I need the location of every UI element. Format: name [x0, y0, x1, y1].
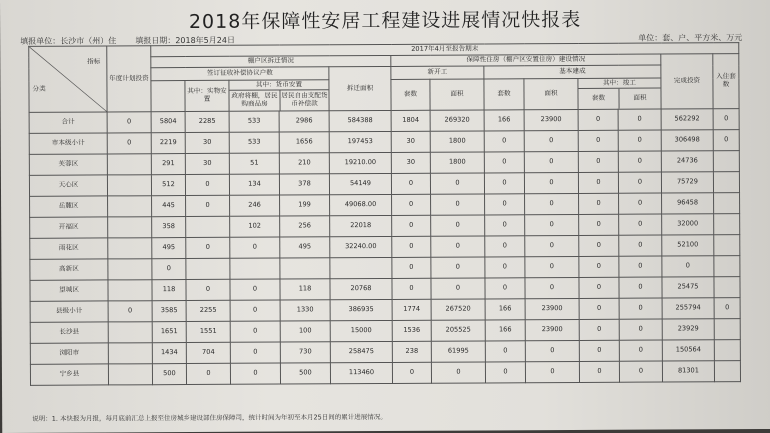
- cell-signed: 1434: [152, 343, 186, 364]
- cell-c-sets: 0: [579, 256, 619, 277]
- cell-ns-sets: 238: [392, 341, 431, 362]
- cell-gov: 0: [230, 279, 280, 300]
- cell-kind: [186, 216, 230, 237]
- cell-ns-area: 0: [431, 194, 485, 215]
- cell-demo: 584388: [329, 110, 391, 131]
- cell-c-area: 0: [619, 214, 662, 235]
- cell-name: 长沙县: [30, 322, 108, 343]
- cell-ns-sets: 0: [392, 236, 431, 257]
- cell-invest: 25475: [662, 277, 714, 298]
- cell-name: 岳麓区: [30, 196, 108, 217]
- cell-ns-area: 0: [431, 278, 485, 299]
- cell-name: 高新区: [30, 259, 108, 280]
- cell-invest: 52100: [662, 235, 714, 256]
- cell-ns-area: 0: [431, 215, 485, 236]
- cell-ns-sets: 0: [392, 278, 431, 299]
- cell-name: 开福区: [30, 217, 108, 238]
- cell-c-sets: 0: [578, 130, 618, 151]
- header-annual-plan: 年度计划投资: [107, 46, 151, 112]
- header-completed-area: 面积: [633, 93, 647, 102]
- cell-bb-sets: 0: [484, 173, 524, 194]
- cell-self: 100: [280, 321, 330, 342]
- header-bb-area: 面积: [524, 78, 578, 109]
- cell-self: 378: [279, 174, 329, 195]
- cell-ns-area: 269320: [430, 110, 484, 131]
- cell-c-sets: 0: [579, 235, 619, 256]
- header-completed: 其中：竣工: [578, 79, 660, 89]
- header-completed-sets: 套数: [578, 89, 619, 109]
- cell-plan: [108, 217, 152, 238]
- cell-c-sets: 0: [578, 151, 618, 172]
- cell-invest: 23929: [662, 319, 714, 340]
- corner-label-indicator: 指标: [87, 57, 101, 66]
- cell-self: 730: [280, 342, 330, 363]
- report-title: 2018年保障性安居工程建设进展情况快报表: [188, 8, 582, 34]
- header-self-purchase: 居民自由支配货币补偿款: [281, 91, 328, 108]
- cell-bb-area: 0: [524, 172, 578, 193]
- cell-gov: 134: [229, 174, 279, 195]
- cell-signed: 1651: [152, 322, 186, 343]
- cell-bb-sets: 0: [485, 278, 525, 299]
- cell-c-area: 0: [618, 172, 661, 193]
- header-new-start: 新开工: [391, 66, 484, 79]
- cell-self: 199: [280, 195, 330, 216]
- cell-c-area: 0: [619, 361, 662, 382]
- cell-plan: 0: [107, 112, 151, 133]
- cell-signed: 445: [152, 196, 186, 217]
- header-gov-purchase: 政府将棚，居民购商品房: [229, 91, 280, 111]
- cell-ns-sets: 0: [392, 194, 431, 215]
- cell-gov: 533: [229, 132, 279, 153]
- cell-moved: [714, 193, 740, 214]
- header-housing: 保障性住房（棚户区安置住房）建设情况: [391, 54, 661, 66]
- cell-c-sets: 0: [578, 109, 618, 130]
- header-signed: 签订征收补偿协议户数: [151, 67, 329, 81]
- cell-invest: 96458: [662, 193, 714, 214]
- cell-invest: 32000: [662, 214, 714, 235]
- cell-self: 210: [279, 153, 329, 174]
- header-cash-group: [229, 80, 329, 112]
- cell-invest: 306498: [661, 130, 713, 151]
- cell-invest: 255794: [662, 298, 714, 319]
- cell-bb-sets: 166: [485, 320, 525, 341]
- cell-bb-sets: 0: [485, 215, 525, 236]
- cell-demo: 15000: [330, 320, 392, 341]
- cell-gov: 102: [230, 216, 280, 237]
- cell-bb-area: 0: [524, 151, 578, 172]
- cell-ns-sets: 30: [391, 131, 430, 152]
- cell-c-area: 0: [619, 235, 662, 256]
- cell-moved: 0: [714, 298, 740, 319]
- cell-kind: 2285: [185, 111, 229, 132]
- cell-gov: 0: [230, 237, 280, 258]
- cell-bb-area: 0: [525, 340, 579, 361]
- cell-plan: [107, 175, 151, 196]
- cell-demo: [330, 257, 392, 278]
- header-ns-area: 面积: [430, 79, 484, 110]
- cell-plan: [108, 343, 152, 364]
- cell-ns-area: 0: [431, 362, 485, 383]
- cell-moved: 0: [713, 130, 739, 151]
- cell-signed: 512: [151, 175, 185, 196]
- cell-demo: 197453: [329, 131, 391, 152]
- cell-kind: 704: [186, 342, 230, 363]
- cell-c-area: 0: [619, 340, 662, 361]
- cell-bb-area: 0: [525, 361, 579, 382]
- cell-ns-sets: 0: [392, 362, 431, 383]
- cell-gov: 533: [229, 111, 279, 132]
- table-row: [30, 361, 740, 386]
- cell-invest: 24736: [661, 151, 713, 172]
- cell-bb-area: 0: [525, 277, 579, 298]
- cell-bb-sets: 0: [485, 341, 525, 362]
- cell-kind: 0: [185, 174, 229, 195]
- cell-c-area: 0: [619, 193, 662, 214]
- cell-signed: 291: [151, 154, 185, 175]
- cell-bb-area: 0: [525, 193, 579, 214]
- cell-bb-sets: 0: [485, 362, 525, 383]
- cell-signed: 3585: [152, 301, 186, 322]
- cell-bb-area: 23900: [525, 319, 579, 340]
- cell-ns-sets: 0: [391, 173, 430, 194]
- cell-kind: [186, 258, 230, 279]
- cell-invest: 562292: [661, 109, 713, 130]
- cell-kind: 0: [186, 279, 230, 300]
- header-ns-sets: 套数: [391, 79, 430, 110]
- cell-c-sets: 0: [578, 172, 618, 193]
- cell-ns-area: 61995: [431, 341, 485, 362]
- cell-moved: [714, 277, 740, 298]
- cell-moved: [714, 235, 740, 256]
- cell-c-sets: 0: [579, 214, 619, 235]
- cell-name: 天心区: [29, 175, 107, 196]
- cell-ns-area: 1800: [430, 152, 484, 173]
- cell-self: [280, 258, 330, 279]
- cell-bb-sets: 0: [484, 131, 524, 152]
- cell-c-sets: 0: [579, 361, 619, 382]
- cell-kind: 2255: [186, 300, 230, 321]
- cell-ns-area: 0: [431, 236, 485, 257]
- cell-c-area: 0: [618, 130, 661, 151]
- cell-c-area: 0: [618, 151, 661, 172]
- header-cash: 其中：货币安置: [229, 80, 328, 91]
- cell-signed: 118: [152, 280, 186, 301]
- cell-kind: 30: [185, 153, 229, 174]
- header-shanty: 棚户区拆迁情况: [151, 55, 391, 67]
- cell-name: 浏阳市: [30, 343, 108, 364]
- cell-ns-area: 0: [431, 257, 485, 278]
- header-bb-sets: 套数: [484, 79, 524, 110]
- cell-self: 1330: [280, 300, 330, 321]
- cell-name: 宁乡县: [30, 364, 108, 385]
- cell-name: 县级小计: [30, 301, 108, 322]
- cell-gov: 0: [230, 300, 280, 321]
- cell-plan: [108, 364, 152, 385]
- cell-c-area: 0: [619, 277, 662, 298]
- cell-moved: [714, 340, 740, 361]
- cell-self: 118: [280, 279, 330, 300]
- cell-ns-area: 267520: [431, 299, 485, 320]
- cell-signed: 358: [152, 217, 186, 238]
- cell-bb-area: 0: [525, 256, 579, 277]
- cell-kind: 0: [186, 195, 230, 216]
- cell-bb-area: 23900: [524, 109, 578, 130]
- cell-plan: [107, 154, 151, 175]
- cell-ns-sets: 1774: [392, 299, 431, 320]
- cell-c-sets: 0: [579, 193, 619, 214]
- cell-c-area: 0: [619, 319, 662, 340]
- cell-invest: 81301: [662, 361, 714, 382]
- cell-ns-sets: 0: [392, 257, 431, 278]
- cell-c-sets: 0: [579, 340, 619, 361]
- filing-unit: 填报单位：长沙市（州）住: [20, 36, 117, 46]
- cell-kind: 30: [185, 132, 229, 153]
- cell-name: 芙蓉区: [29, 154, 107, 175]
- cell-invest: 150564: [662, 340, 714, 361]
- cell-ns-area: 0: [430, 173, 484, 194]
- cell-bb-sets: 0: [484, 152, 524, 173]
- header-demolition-area: 拆迁面积: [329, 66, 391, 110]
- corner-header-cell: [29, 46, 107, 112]
- cell-demo: 49068.00: [330, 194, 392, 215]
- header-complete-invest: 完成投资: [661, 54, 713, 109]
- cell-demo: 19210.00: [329, 152, 391, 173]
- cell-ns-sets: 1536: [392, 320, 431, 341]
- cell-name: 雨花区: [30, 238, 108, 259]
- cell-plan: [108, 259, 152, 280]
- cell-gov: 0: [230, 342, 280, 363]
- header-signed-total: [151, 81, 185, 112]
- cell-bb-area: 0: [525, 235, 579, 256]
- cell-kind: 0: [186, 237, 230, 258]
- cell-plan: [108, 280, 152, 301]
- cell-self: 2986: [279, 111, 329, 132]
- report-units: 单位：套、户、平方米、万元: [638, 33, 743, 43]
- cell-bb-area: 0: [525, 214, 579, 235]
- cell-signed: 495: [152, 238, 186, 259]
- cell-gov: 0: [230, 363, 280, 384]
- cell-demo: 20768: [330, 278, 392, 299]
- cell-gov: 246: [230, 195, 280, 216]
- cell-self: 500: [280, 363, 330, 384]
- cell-bb-area: 0: [524, 130, 578, 151]
- cell-c-area: 0: [619, 298, 662, 319]
- cell-signed: 500: [152, 364, 186, 385]
- cell-gov: 51: [229, 153, 279, 174]
- header-moved-in: 入住套数: [713, 54, 739, 109]
- cell-plan: 0: [108, 301, 152, 322]
- header-in-kind: 其中：实物安置: [185, 80, 229, 111]
- cell-name: 市本级小计: [29, 133, 107, 154]
- cell-self: 1656: [279, 132, 329, 153]
- cell-invest: 75729: [661, 172, 713, 193]
- cell-c-area: 0: [619, 256, 662, 277]
- cell-c-sets: 0: [579, 298, 619, 319]
- cell-moved: [714, 319, 740, 340]
- cell-c-sets: 0: [579, 319, 619, 340]
- cell-bb-sets: 0: [485, 194, 525, 215]
- cell-demo: 22018: [330, 215, 392, 236]
- cell-moved: [714, 256, 740, 277]
- progress-table: [28, 42, 741, 386]
- cell-moved: [713, 151, 739, 172]
- cell-signed: 5804: [151, 112, 185, 133]
- cell-kind: 0: [186, 363, 230, 384]
- cell-invest: 0: [662, 256, 714, 277]
- cell-bb-sets: 166: [484, 110, 524, 131]
- cell-bb-sets: 0: [485, 236, 525, 257]
- cell-ns-area: 205525: [431, 320, 485, 341]
- cell-demo: 32240.00: [330, 236, 392, 257]
- cell-plan: 0: [107, 133, 151, 154]
- cell-bb-sets: 166: [485, 299, 525, 320]
- cell-moved: [714, 361, 740, 382]
- cell-ns-sets: 1804: [391, 110, 430, 131]
- cell-bb-sets: 0: [485, 257, 525, 278]
- cell-demo: 113460: [330, 362, 392, 383]
- cell-self: 256: [280, 216, 330, 237]
- cell-plan: [108, 238, 152, 259]
- cell-kind: 1551: [186, 321, 230, 342]
- cell-signed: 2219: [151, 133, 185, 154]
- cell-moved: 0: [713, 109, 739, 130]
- cell-c-area: 0: [618, 109, 661, 130]
- cell-signed: 0: [152, 259, 186, 280]
- cell-ns-sets: 30: [391, 152, 430, 173]
- cell-c-sets: 0: [579, 277, 619, 298]
- cell-self: 495: [280, 237, 330, 258]
- filing-date: 填报日期：2018年5月24日: [135, 35, 235, 46]
- cell-demo: 54149: [329, 173, 391, 194]
- cell-demo: 258475: [330, 341, 392, 362]
- cell-gov: [230, 258, 280, 279]
- header-completed-group: [578, 78, 661, 109]
- cell-moved: [713, 172, 739, 193]
- footnote: 说明：1. 本快报为月报，每月底前汇总上报至住房城乡建设部住房保障司，统计时间为年初至本月25日间的累计进展情况。: [32, 412, 387, 423]
- header-basic-built: 基本建成: [484, 65, 661, 79]
- corner-label-category: 分类: [32, 85, 46, 94]
- cell-bb-area: 23900: [525, 298, 579, 319]
- header-period: 2017年4月至报告期末: [151, 43, 739, 57]
- cell-moved: [714, 214, 740, 235]
- cell-ns-sets: 0: [392, 215, 431, 236]
- cell-gov: 0: [230, 321, 280, 342]
- cell-plan: [108, 196, 152, 217]
- cell-plan: [108, 322, 152, 343]
- cell-demo: 386935: [330, 299, 392, 320]
- cell-ns-area: 1800: [430, 131, 484, 152]
- cell-name: 望城区: [30, 280, 108, 301]
- cell-name: 合计: [29, 112, 107, 133]
